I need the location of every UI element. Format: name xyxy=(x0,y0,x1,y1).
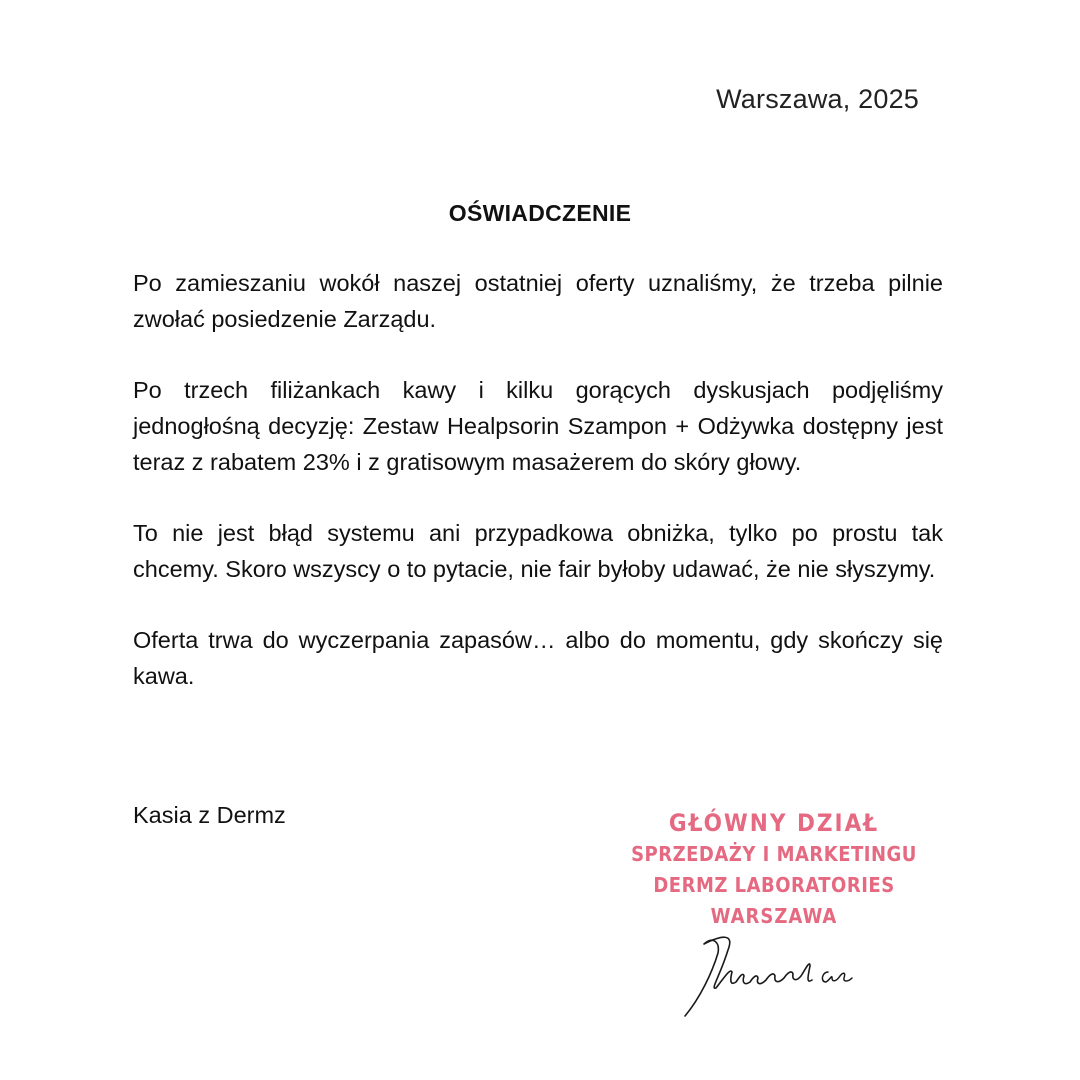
paragraph-1: Po zamieszaniu wokół naszej ostatniej oferty uznaliśmy, że trzeba pilnie zwołać posiedzenie Zarządu. xyxy=(133,270,943,332)
signoff: Kasia z Dermz xyxy=(133,802,286,828)
document-title: OŚWIADCZENIE xyxy=(448,200,632,226)
stamp-line-4: WARSZAWA xyxy=(710,904,838,928)
paragraph-3: To nie jest błąd systemu ani przypadkowa obniżka, tylko po prostu tak chcemy. Skoro wszyscy o to pytacie, nie fair byłoby udawać, że nie słyszymy. xyxy=(133,520,943,582)
stamp-line-1: GŁÓWNY DZIAŁ xyxy=(668,809,880,837)
paragraph-2: Po trzech filiżankach kawy i kilku gorących dyskusjach podjęliśmy jednogłośną decyzję: Zestaw Healpsorin Szampon + Odżywka dostępny jest teraz z rabatem 23% i z gratisowym masażerem do skóry głowy. xyxy=(133,377,943,475)
signature-stroke-main xyxy=(685,937,812,1016)
signature-stroke-tail xyxy=(822,972,852,982)
stamp-line-2: SPRZEDAŻY I MARKETINGU xyxy=(631,842,917,866)
document-body xyxy=(133,265,943,729)
paragraph-4: Oferta trwa do wyczerpania zapasów… albo do momentu, gdy skończy się kawa. xyxy=(133,627,943,689)
handwritten-signature-icon xyxy=(680,928,870,1023)
company-stamp xyxy=(594,808,954,932)
stamp-line-3: DERMZ LABORATORIES xyxy=(653,873,895,897)
place-date: Warszawa, 2025 xyxy=(716,84,919,114)
